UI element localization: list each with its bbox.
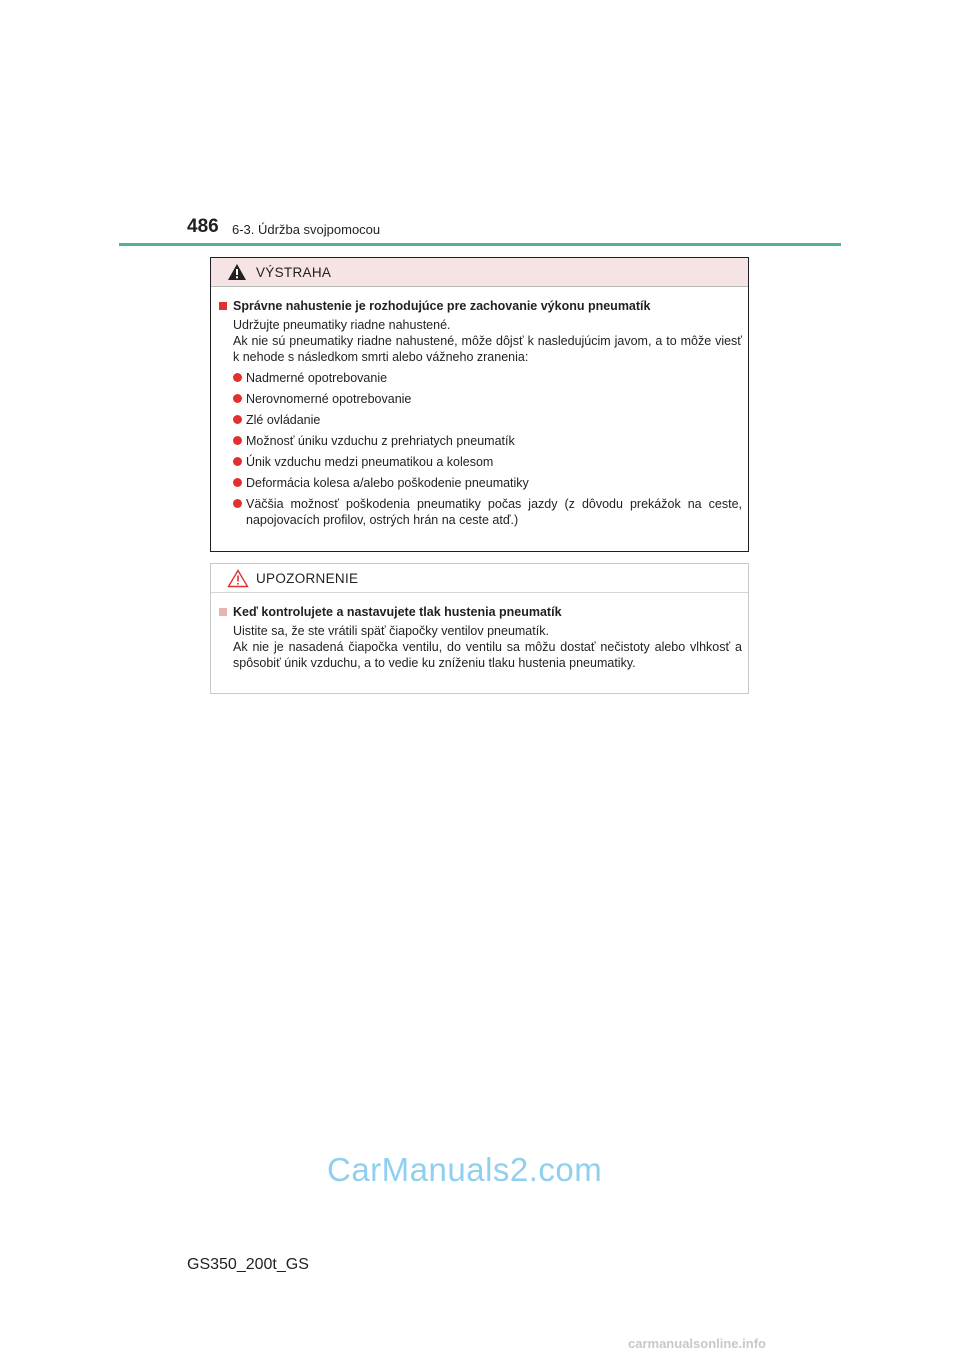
caution-triangle-outline-icon	[227, 569, 249, 588]
footer-model-code: GS350_200t_GS	[187, 1256, 309, 1273]
warning-item-title-text: Správne nahustenie je rozhodujúce pre zachovanie výkonu pneumatík	[233, 299, 651, 313]
red-dot-bullet-icon	[233, 478, 242, 487]
caution-paragraph: Ak nie je nasadená čiapočka ventilu, do ventilu sa môžu dostať nečistoty alebo vlhkosť a spôsobiť únik vzduchu, a to vedie ku zníženiu tlaku hustenia pneumatiky.	[233, 640, 742, 670]
warning-paragraph: Ak nie sú pneumatiky riadne nahustené, môže dôjsť k nasledujúcim javom, a to môže viesť k nehode s následkom smrti alebo vážneho zranenia:	[233, 334, 742, 364]
red-dot-bullet-icon	[233, 373, 242, 382]
red-dot-bullet-icon	[233, 457, 242, 466]
list-item	[233, 412, 742, 428]
red-dot-bullet-icon	[233, 436, 242, 445]
caution-label: UPOZORNENIE	[256, 571, 359, 586]
caution-box	[210, 563, 749, 694]
list-item-text: Nadmerné opotrebovanie	[246, 371, 388, 385]
warning-bullet-list	[219, 370, 742, 528]
red-square-bullet-icon	[219, 302, 227, 310]
list-item-text: Nerovnomerné opotrebovanie	[246, 392, 412, 406]
list-item	[233, 391, 742, 407]
list-item	[233, 496, 742, 528]
red-dot-bullet-icon	[233, 394, 242, 403]
list-item	[233, 475, 742, 491]
list-item	[233, 433, 742, 449]
list-item	[233, 454, 742, 470]
caution-item-title-text: Keď kontrolujete a nastavujete tlak hustenia pneumatík	[233, 605, 562, 619]
pink-square-bullet-icon	[219, 608, 227, 616]
list-item-text: Deformácia kolesa a/alebo poškodenie pneumatiky	[246, 476, 529, 490]
caution-item-title	[219, 604, 742, 620]
watermark-logo: CarManuals2.com	[327, 1151, 603, 1188]
header-divider	[119, 243, 841, 246]
warning-triangle-icon	[227, 263, 247, 281]
list-item-text: Väčšia možnosť poškodenia pneumatiky počas jazdy (z dôvodu prekážok na ceste, napojovacích profilov, ostrých hrán na ceste atď.)	[246, 497, 742, 527]
caution-box-header	[211, 564, 748, 593]
warning-item-title	[219, 298, 742, 314]
list-item-text: Možnosť úniku vzduchu z prehriatych pneumatík	[246, 434, 515, 448]
list-item	[233, 370, 742, 386]
caution-paragraph: Uistite sa, že ste vrátili späť čiapočky ventilov pneumatík.	[233, 624, 549, 638]
warning-paragraph: Udržujte pneumatiky riadne nahustené.	[233, 318, 451, 332]
site-watermark: carmanualsonline.info	[628, 1336, 766, 1351]
warning-label: VÝSTRAHA	[256, 265, 332, 280]
list-item-text: Zlé ovládanie	[246, 413, 321, 427]
list-item-text: Únik vzduchu medzi pneumatikou a kolesom	[246, 455, 494, 469]
red-dot-bullet-icon	[233, 415, 242, 424]
warning-box-header	[211, 258, 748, 287]
page-header	[0, 0, 960, 260]
page-number: 486	[187, 216, 219, 237]
section-title: 6-3. Údržba svojpomocou	[232, 222, 381, 237]
red-dot-bullet-icon	[233, 499, 242, 508]
warning-box	[210, 257, 749, 552]
warning-box-body	[211, 287, 748, 528]
caution-box-body	[211, 593, 748, 671]
